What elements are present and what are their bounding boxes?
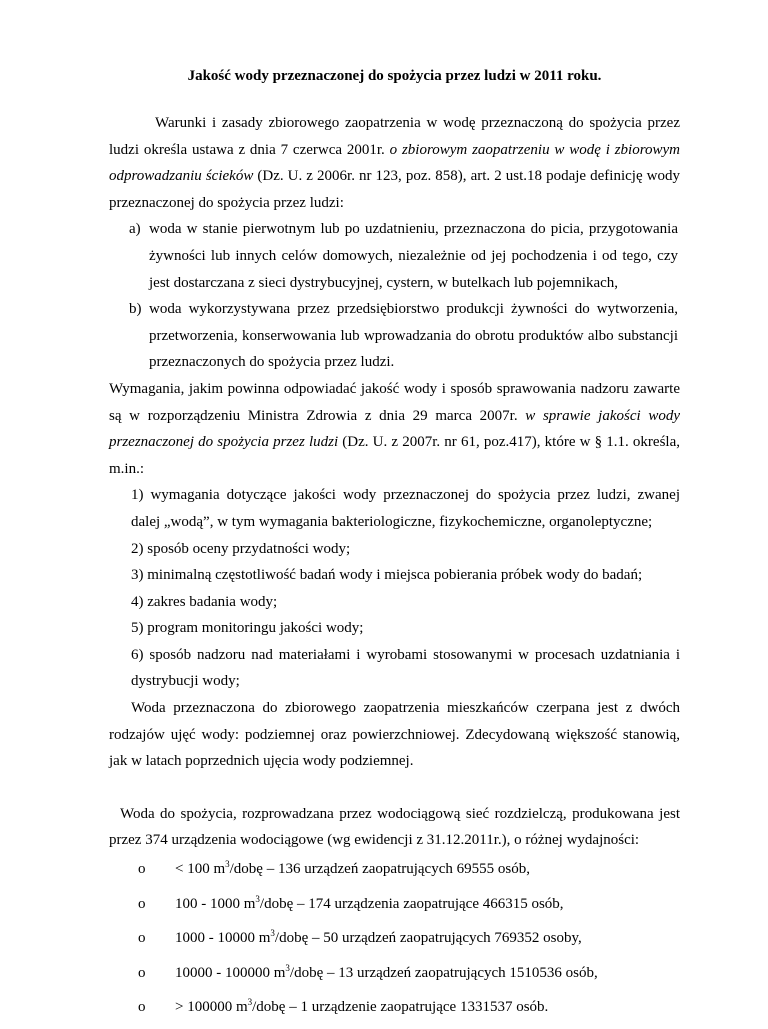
bullet-marker: o [138, 861, 146, 878]
requirement-item: 1) wymagania dotyczące jakości wody przeznaczonej do spożycia przez ludzi, zwanej dalej „wodą”, w tym wymagania bakteriologiczne, fizykochemiczne, organoleptyczne; [131, 487, 680, 530]
paragraph-waterworks: Woda do spożycia, rozprowadzana przez wodociągową sieć rozdzielczą, produkowana jest przez 374 urządzenia wodociągowe (wg ewidencji z 31.12.2011r.), o różnej wydajności: [109, 805, 680, 849]
bullet-marker: o [138, 930, 146, 947]
capacity-details: /dobę – 50 urządzeń zaopatrujących 769352 osoby, [274, 930, 582, 947]
definition-marker: a) [129, 221, 141, 238]
unit-exponent: 3 [255, 893, 260, 904]
paragraph-water-sources: Woda przeznaczona do zbiorowego zaopatrzenia mieszkańców czerpana jest z dwóch rodzajów ujęć wody: podziemnej oraz powierzchniowej. Zdecydowaną większość stanowią, jak w latach poprzednich ujęcia wody podziemnej. [109, 700, 680, 770]
capacity-item [109, 856, 680, 891]
capacity-details: /dobę – 136 urządzeń zaopatrujących 69555 osób, [229, 861, 530, 878]
paragraph-legal-basis [109, 110, 680, 216]
requirement-item: 3) minimalną częstotliwość badań wody i miejsca pobierania próbek wody do badań; [131, 567, 643, 584]
requirements-list [109, 482, 680, 695]
requirement-item: 2) sposób oceny przydatności wody; [131, 540, 351, 557]
capacity-item [109, 925, 680, 960]
capacity-range: 10000 - 100000 m [175, 964, 286, 981]
definition-marker: b) [129, 301, 142, 318]
requirement-item: 5) program monitoringu jakości wody; [131, 620, 364, 637]
bullet-marker: o [138, 999, 146, 1016]
paragraph-requirements-ref: (Dz. U. z 2007r. nr 61, poz.417), które w § 1.1. określa, m.in.: [109, 434, 680, 477]
capacity-item [109, 960, 680, 995]
section-spacer [109, 775, 680, 801]
capacity-details: /dobę – 1 urządzenie zaopatrujące 1331537 osób. [252, 999, 549, 1016]
paragraph-requirements-text: Wymagania, jakim powinna odpowiadać jakość wody i sposób sprawowania nadzoru zawarte są w rozporządzeniu Ministra Zdrowia z dnia 29 marca 2007r. [109, 380, 680, 424]
capacity-range: 1000 - 10000 m [175, 930, 271, 947]
regulation-title: w sprawie jakości wody przeznaczonej do spożycia przez ludzi [109, 407, 680, 451]
requirement-item: 6) sposób nadzoru nad materiałami i wyrobami stosowanymi w procesach uzdatniania i dystrybucji wody; [131, 646, 680, 690]
unit-exponent: 3 [285, 962, 290, 973]
definition-list [109, 216, 680, 376]
act-title: o zbiorowym zaopatrzeniu w wodę i zbiorowym odprowadzaniu ścieków [109, 141, 681, 185]
capacity-item [109, 994, 680, 1029]
document-title: Jakość wody przeznaczonej do spożycia przez ludzi w 2011 roku. [187, 68, 602, 84]
capacity-range: < 100 m [175, 861, 226, 878]
definition-text: woda wykorzystywana przez przedsiębiorstwo produkcji żywności do wytworzenia, przetworzenia, konserwowania lub wprowadzania do obrotu produktów albo substancji przeznaczonych do spożycia przez ludzi. [149, 301, 678, 371]
capacity-list [109, 856, 680, 1029]
paragraph-legal-basis-ref: (Dz. U. z 2006r. nr 123, poz. 858), art. 2 ust.18 podaje definicję wody przeznaczonej do spożycia przez ludzi: [109, 168, 680, 211]
unit-exponent: 3 [225, 859, 230, 870]
capacity-details: /dobę – 13 urządzeń zaopatrujących 1510536 osób, [289, 964, 598, 981]
document-page [109, 64, 680, 1029]
capacity-details: /dobę – 174 urządzenia zaopatrujące 466315 osób, [259, 895, 564, 912]
unit-exponent: 3 [247, 997, 253, 1008]
definition-item [109, 216, 680, 296]
capacity-range: 100 - 1000 m [175, 895, 256, 912]
paragraph-legal-basis-text: Warunki i zasady zbiorowego zaopatrzenia w wodę przeznaczoną do spożycia przez ludzi określa ustawa z dnia 7 czerwca 2001r. [109, 115, 680, 158]
definition-item [109, 296, 680, 376]
unit-exponent: 3 [270, 928, 275, 939]
capacity-range: > 100000 m [175, 999, 248, 1016]
bullet-marker: o [138, 895, 146, 912]
capacity-item [109, 891, 680, 926]
definition-text: woda w stanie pierwotnym lub po uzdatnieniu, przeznaczona do picia, przygotowania żywności lub innych celów domowych, niezależnie od jej pochodzenia i od tego, czy jest dostarczana z sieci dystrybucyjnej, cystern, w butelkach lub pojemnikach, [149, 221, 678, 291]
paragraph-requirements [109, 376, 680, 482]
requirement-item: 4) zakres badania wody; [131, 593, 278, 610]
bullet-marker: o [138, 964, 146, 981]
